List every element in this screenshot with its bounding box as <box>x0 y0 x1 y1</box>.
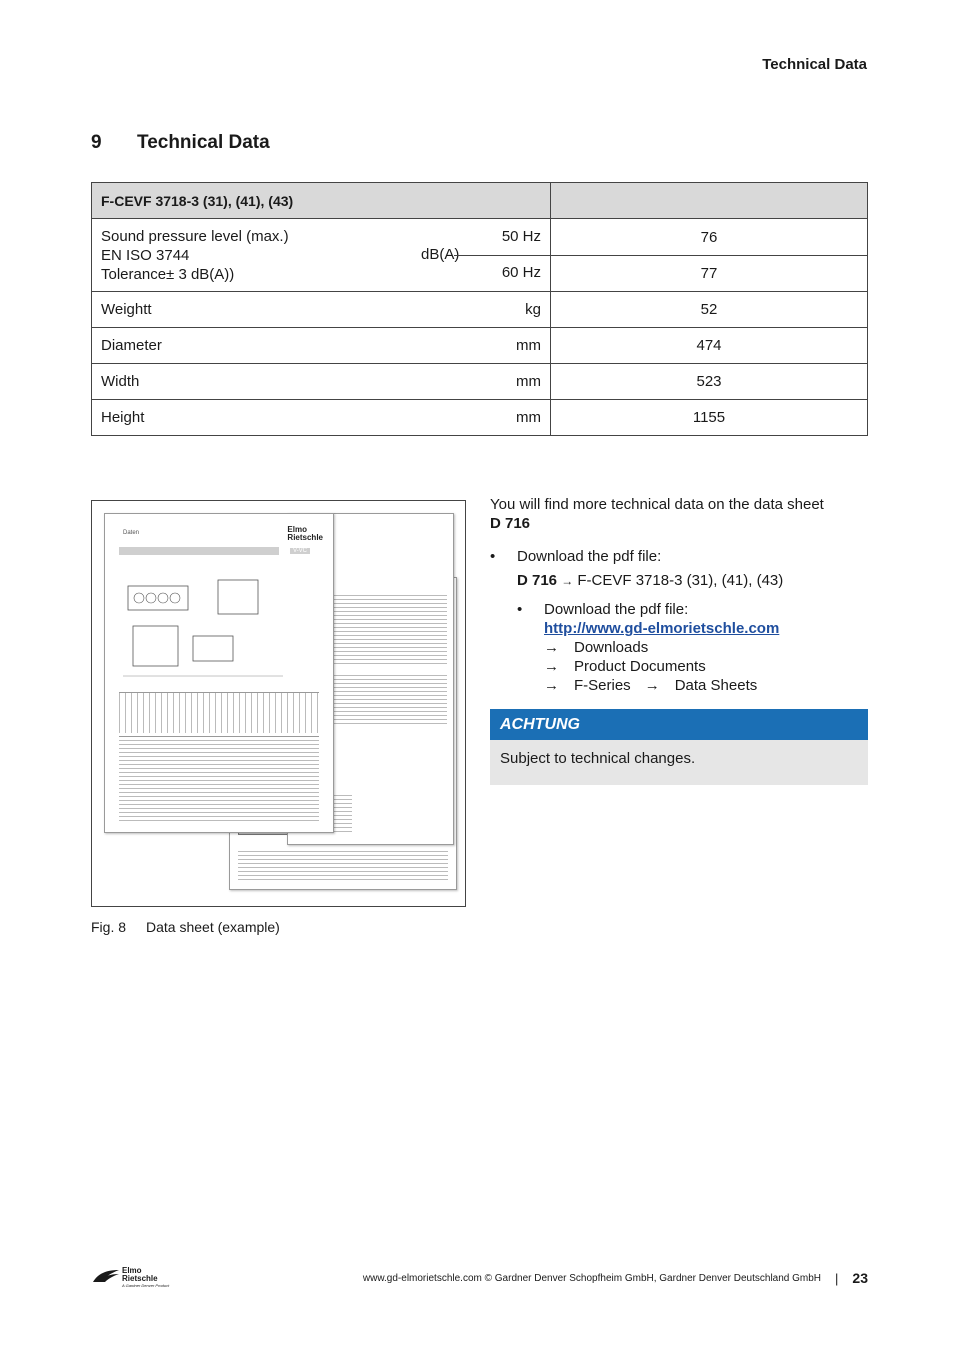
section-number: 9 <box>91 132 102 153</box>
row-unit-diameter: mm <box>516 337 541 354</box>
data-sheet-front-page <box>104 513 334 833</box>
row-label-width: Width <box>101 373 140 390</box>
sound-value-50hz: 76 <box>551 220 867 256</box>
list-item <box>490 600 868 695</box>
row-value-width: 523 <box>551 364 868 400</box>
notice-title: ACHTUNG <box>490 709 868 740</box>
row-label-diameter: Diameter <box>101 337 162 354</box>
freq-50hz: 50 Hz <box>501 228 541 245</box>
row-unit-weight: kg <box>525 301 541 318</box>
freq-divider <box>454 255 550 256</box>
footer-text <box>363 1270 868 1286</box>
sound-label-line2: EN ISO 3744 <box>101 247 190 264</box>
row-label-height: Height <box>101 409 145 426</box>
row-value-weight: 52 <box>551 292 868 328</box>
notice-text: Subject to technical changes. <box>490 740 868 785</box>
running-header: Technical Data <box>762 56 867 73</box>
download-label-2: Download the pdf file: <box>544 601 689 618</box>
data-sheet-figure <box>91 500 466 907</box>
footer-brand-tagline: A Gardner Denver Product <box>122 1283 170 1288</box>
arrow-icon: → <box>644 677 660 694</box>
footer-copyright: © Gardner Denver Schopfheim GmbH, Gardner Denver Deutschland GmbH <box>484 1272 822 1284</box>
specification-grid <box>119 692 319 733</box>
website-link[interactable]: http://www.gd-elmorietschle.com <box>544 620 780 637</box>
arrow-icon: → <box>561 574 574 588</box>
footer-website[interactable]: www.gd-elmorietschle.com <box>362 1272 482 1284</box>
bullet-dot: • <box>517 601 523 618</box>
sound-pressure-label-cell <box>92 219 551 292</box>
fine-print-block <box>238 850 448 880</box>
arrow-icon: → <box>544 658 559 675</box>
nav-product-documents: → Product Documents <box>544 658 706 675</box>
table-row <box>92 292 868 328</box>
notice-box <box>490 709 868 785</box>
table-header-model: F-CEVF 3718-3 (31), (41), (43) <box>92 183 551 219</box>
sound-label-line3: Tolerance± 3 dB(A)) <box>101 266 235 283</box>
footer-separator: | <box>835 1270 839 1286</box>
d716-link[interactable]: D 716 <box>517 572 558 589</box>
technical-drawing-graphic <box>123 566 283 686</box>
table-row <box>92 400 868 436</box>
info-sheet-ref: D 716 <box>490 515 531 532</box>
info-column <box>490 495 868 695</box>
specification-table-lines <box>119 736 319 821</box>
download-label-1: Download the pdf file: <box>517 548 662 565</box>
page-number: 23 <box>852 1270 868 1286</box>
footer-brand-line1: Elmo <box>122 1266 142 1275</box>
row-unit-width: mm <box>516 373 541 390</box>
sound-values-cell <box>551 219 868 292</box>
arrow-icon: → <box>544 639 559 656</box>
sound-unit: dB(A) <box>421 246 460 263</box>
sheet-series-label: V-VC <box>290 548 310 554</box>
row-label-weight: Weightt <box>101 301 152 318</box>
row-unit-height: mm <box>516 409 541 426</box>
list-item <box>490 547 868 591</box>
sound-label-line1: Sound pressure level (max.) <box>101 228 289 245</box>
figure-caption <box>91 919 280 935</box>
section-title <box>91 132 270 154</box>
technical-data-table <box>91 182 868 436</box>
info-intro-text: You will find more technical data on the data sheet <box>490 496 824 513</box>
sound-pressure-label <box>101 227 289 284</box>
table-header-empty <box>551 183 868 219</box>
arrow-icon: → <box>544 677 559 694</box>
d716-target: F-CEVF 3718-3 (31), (41), (43) <box>577 572 784 589</box>
table-row <box>92 328 868 364</box>
nav-downloads: → Downloads <box>544 639 649 656</box>
bullet-dot: • <box>490 548 496 565</box>
footer-brand-line2: Rietschle <box>122 1274 158 1283</box>
info-intro <box>490 495 868 533</box>
elmo-rietschle-logo-icon <box>91 1268 121 1284</box>
freq-60hz: 60 Hz <box>501 264 541 281</box>
figure-number: Fig. 8 <box>91 919 127 935</box>
section-title-text: Technical Data <box>137 132 270 153</box>
sheet-brand-logo: Elmo Rietschle <box>287 525 323 542</box>
sound-value-60hz: 77 <box>700 264 718 282</box>
row-value-height: 1155 <box>551 400 868 436</box>
table-row <box>92 364 868 400</box>
figure-caption-text: Data sheet (example) <box>146 919 280 935</box>
row-value-diameter: 474 <box>551 328 868 364</box>
footer-logo <box>91 1266 171 1288</box>
sheet-heading: Daten <box>123 530 140 536</box>
sheet-title-band <box>119 547 279 555</box>
nav-f-series: → F-Series → Data Sheets <box>544 677 758 694</box>
